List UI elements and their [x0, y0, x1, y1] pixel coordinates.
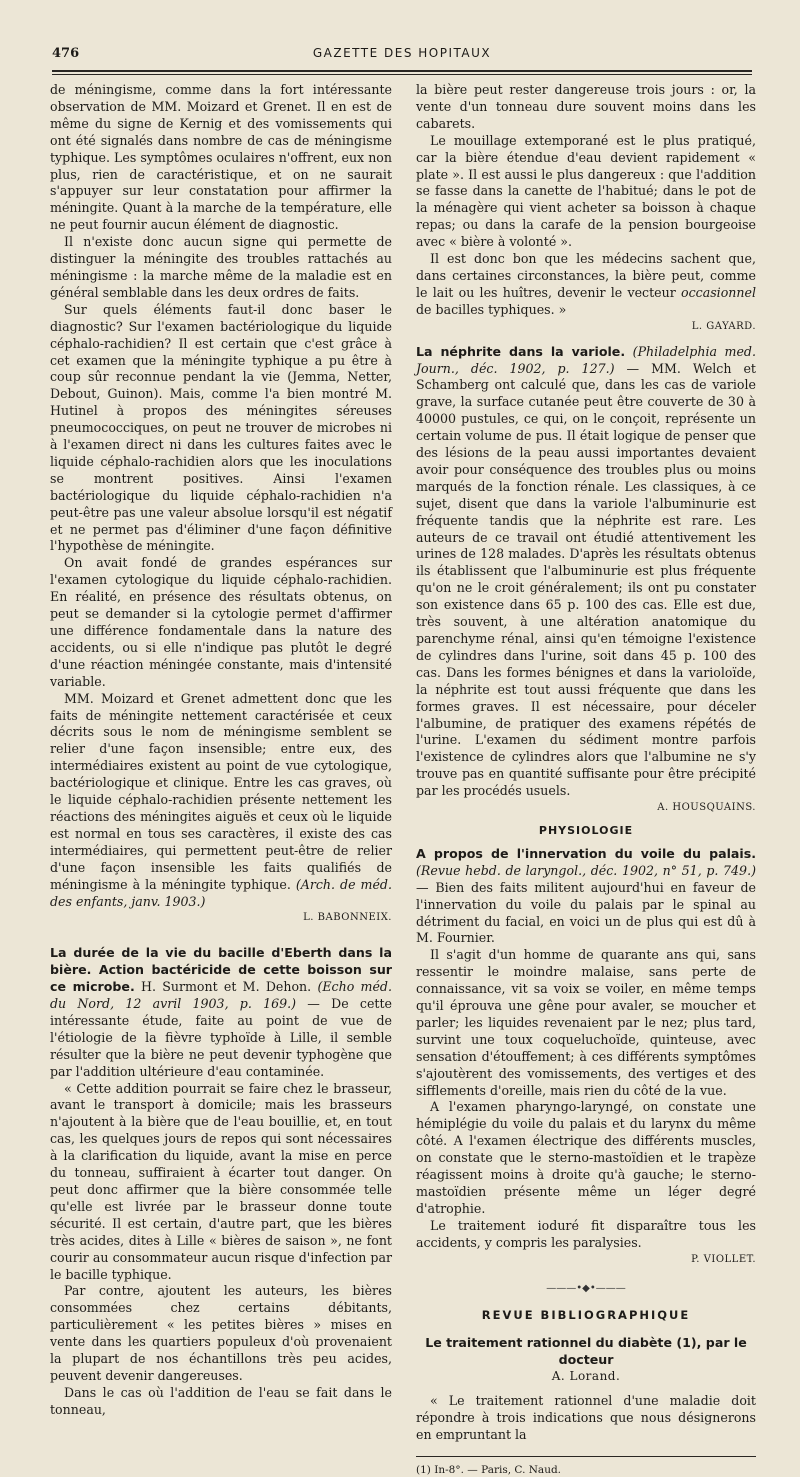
footnote: (1) In-8°. — Paris, C. Naud.: [416, 1463, 562, 1476]
article-title: A propos de l'innervation du voile du palais.: [416, 845, 756, 861]
paragraph-text: MM. Moizard et Grenet admettent donc que les faits de méningite nettement caractérisée et ceux décrits sous le nom de méningisme semblent se relier d'une façon insensible; entre eux, des intermédiaires existent au point de vue cytologique, bactériologique et clinique. Entre les cas graves, où le liquide céphalo-rachidien présente nettement les réactions des méningites aiguës et ceux où le liquide est normal en tous ses caractères, il existe des cas intermédiaires, qui permettent peut-être de relier d'une façon insensible les faits qualifiés de méningisme à la méningite typhique.: [50, 690, 392, 892]
article-text: — Bien des faits militent aujourd'hui en faveur de l'innervation du voile du palais par le spinal au détriment du facial, en voici un de plus qui est dû à M. Fournier.: [416, 879, 756, 946]
section-heading-revue: REVUE BIBLIOGRAPHIQUE: [481, 1308, 691, 1323]
page-header: [52, 44, 752, 66]
citation: (Revue hebd. de laryngol., déc. 1902, n° 51, p. 749.): [416, 862, 756, 878]
paragraph-text: Il est donc bon que les médecins sachent que, dans certaines circonstances, la bière peut, comme le lait ou les huîtres, devenir le vecteur: [416, 251, 756, 300]
paragraph: « Cette addition pourrait se faire chez le brasseur, avant le transport à domicile; mais les brasseurs n'ajoutent à la bière que de l'eau bouillie, et, en tout cas, les quelques jours de repos qui sont nécessaires à la clarification du liquide, avant la mise en perce du tonneau, suffiraient à écarter tout danger. On peut donc affirmer que la bière consommée telle qu'elle est livrée par le brasseur donne toute sécurité. Il est certain, d'autre part, que les bières très acides, dites à Lille « bières de saison », ne font courir au consommateur aucun risque d'infection par le bacille typhique.: [50, 1080, 392, 1282]
article-lead: [416, 344, 756, 800]
ornament-separator: ———•◆•———: [546, 1282, 626, 1294]
author-signature: A. HOUSQUAINS.: [657, 802, 756, 814]
spacer: [50, 927, 392, 945]
paragraph: [416, 251, 756, 319]
emphasis: occasionnel: [681, 284, 756, 300]
paragraph: Il n'existe donc aucun signe qui permette de distinguer la méningite des troubles rattachés au méningisme : la marche même de la maladie est en général semblable dans les deux ordres de faits.: [50, 234, 392, 300]
footnote-rule: [416, 1456, 756, 1457]
paragraph: Le traitement ioduré fit disparaître tous les accidents, y compris les paralysies.: [416, 1217, 756, 1250]
article-authors: H. Surmont et M. Dehon.: [141, 979, 312, 995]
paragraph: Le mouillage extemporané est le plus pratiqué, car la bière étendue d'eau devient rapidement « plate ». Il est aussi le plus dangereux : que l'addition se fasse dans la canette de l'habitué; dans le pot de la ménagère qui vient acheter sa boisson à chaque repas; ou dans la carafe de la pension bourgeoise avec « bière à volonté ».: [416, 132, 756, 250]
article-text: — De cette intéressante étude, faite au point de vue de l'étiologie de la fièvre typhoïde à Lille, il semble résulter que la bière ne peut devenir typhogène que par l'addition ultérieure d'eau contaminée.: [50, 996, 392, 1079]
section-heading-physiologie: PHYSIOLOGIE: [538, 823, 634, 837]
article-title: La durée de la vie du bacille d'Eberth dans la bière. Action bactéricide de cette boisson sur ce microbe.: [50, 945, 392, 995]
author-signature: P. VIOLLET.: [691, 1253, 756, 1265]
paragraph: Sur quels éléments faut-il donc baser le diagnostic? Sur l'examen bactériologique du liquide céphalo-rachidien? Il est certain que c'est grâce à cet examen que la méningite typhique a pu être à coup sûr reconnue pendant la vie (Jemma, Netter, Debout, Guinon). Mais, comme l'a bien montré M. Hutinel à propos des méningites séreuses pneumococciques, on peut ne trouver de microbes ni à l'examen direct ni dans les cultures faites avec le liquide céphalo-rachidien alors que les inoculations se montrent positives. Ainsi l'examen bactériologique du liquide céphalo-rachidien n'a peut-être pas une valeur absolue lorsqu'il est négatif et ne permet pas d'éliminer d'une façon définitive l'hypothèse de méningite.: [50, 301, 392, 554]
left-column: [50, 82, 392, 1419]
header-rule: [52, 70, 752, 72]
author-signature: L. GAYARD.: [691, 320, 756, 332]
paragraph: A l'examen pharyngo-laryngé, on constate une hémiplégie du voile du palais et du larynx du même côté. A l'examen électrique des différents muscles, on constate que le sterno-mastoïdien et le trapèze réagissent moins à droite qu'à gauche; le sterno-mastoïdien présente même un léger degré d'atrophie.: [416, 1099, 756, 1216]
paragraph: Par contre, ajoutent les auteurs, les bières consommées chez certains débitants, particulièrement « les petites bières » mises en vente dans les quartiers populeux d'où provenaient la plupart de nos échantillons très peu acides, peuvent devenir dangereuses.: [50, 1283, 392, 1383]
paragraph: [50, 691, 392, 911]
right-column: [416, 82, 756, 1477]
citation: (Philadelphia med. Journ., déc. 1902, p. 127.): [416, 343, 756, 376]
paragraph: de méningisme, comme dans la fort intéressante observation de MM. Moizard et Grenet. Il en est de même du signe de Kernig et des vomissements qui ont été signalés dans nombre de cas de méningisme typhique. Les symptômes oculaires n'offrent, eux non plus, rien de caractéristique, et on ne saurait s'appuyer sur leur constatation pour affirmer la méningite. Quant à la marche de la température, elle ne peut fournir aucun élément de diagnostic.: [50, 82, 392, 233]
paragraph: la bière peut rester dangereuse trois jours : or, la vente d'un tonneau dure souvent moins dans les cabarets.: [416, 82, 756, 131]
article-title: La néphrite dans la variole.: [416, 343, 626, 359]
paragraph: Il s'agit d'un homme de quarante ans qui, sans ressentir le moindre malaise, sans perte de connaissance, vit sa voix se voiler, en même temps qu'il éprouva une gêne pour avaler, se moucher et parler; les liquides revenaient par le nez; plus tard, survint une toux coqueluchoïde, quinteuse, avec sensation d'étouffement; à ces différents symptômes s'ajoutèrent des vomissements, des vertiges et des sifflements d'oreille, mais rien du côté de la vue.: [416, 947, 756, 1098]
paragraph-text: de bacilles typhiques. »: [416, 301, 567, 317]
paragraph: « Le traitement rationnel d'une maladie doit répondre à trois indications que nous désignerons en empruntant la: [416, 1393, 756, 1443]
page-number: 476: [52, 46, 80, 61]
author-signature: L. BABONNEIX.: [303, 912, 392, 924]
review-author: A. Lorand.: [551, 1369, 621, 1384]
article-lead: [50, 945, 392, 1080]
review-title: Le traitement rationnel du diabète (1), par le docteur: [425, 1335, 747, 1368]
journal-title: GAZETTE DES HOPITAUX: [312, 46, 492, 60]
spacer: [416, 336, 756, 344]
paragraph: On avait fondé de grandes espérances sur l'examen cytologique du liquide céphalo-rachidien. En réalité, en présence des résultats obtenus, on peut se demander si la cytologie permet d'affirmer une différence fondamentale dans la nature des accidents, ou si elle n'indique pas plutôt le degré d'une réaction méningée constante, mais d'intensité variable.: [50, 555, 392, 689]
article-lead: [416, 846, 756, 947]
citation: (Arch. de méd. des enfants, janv. 1903.): [50, 876, 392, 909]
citation: (Echo méd. du Nord, 12 avril 1903, p. 169.): [50, 979, 392, 1012]
article-text: — MM. Welch et Schamberg ont calculé que, dans les cas de variole grave, la surface cutanée peut être couverte de 30 à 40000 pustules, ce qui, on le conçoit, représente un certain volume de pus. Il était logique de penser que des lésions de la peau aussi importantes devaient avoir pour conséquence des troubles plus ou moins marqués de la fonction rénale. Les classiques, à ce sujet, disent que dans la variole l'albuminurie est fréquente tandis que la néphrite est rare. Les auteurs de ce travail ont étudié attentivement les urines de 128 malades. D'après les résultats obtenus ils établissent que l'albuminurie est plus fréquente qu'on ne le croit généralement; ils ont pu constater son existence dans 65 p. 100 des cas. Elle est due, très souvent, à une altération anatomique du parenchyme rénal, ainsi qu'en témoigne l'existence de cylindres dans l'urine, soit dans 45 p. 100 des cas. Dans les formes bénignes et dans la varioloïde, la néphrite est tout aussi fréquente que dans les formes graves. Il est nécessaire, pour déceler l'albumine, de pratiquer des examens répétés de l'urine. L'examen du sédiment montre parfois l'existence de cylindres alors que l'albumine ne s'y trouve pas en quantité suffisante pour être précipité par les procédés usuels.: [416, 360, 756, 799]
paragraph: Dans le cas où l'addition de l'eau se fait dans le tonneau,: [50, 1384, 392, 1417]
header-rule-thin: [52, 74, 752, 75]
